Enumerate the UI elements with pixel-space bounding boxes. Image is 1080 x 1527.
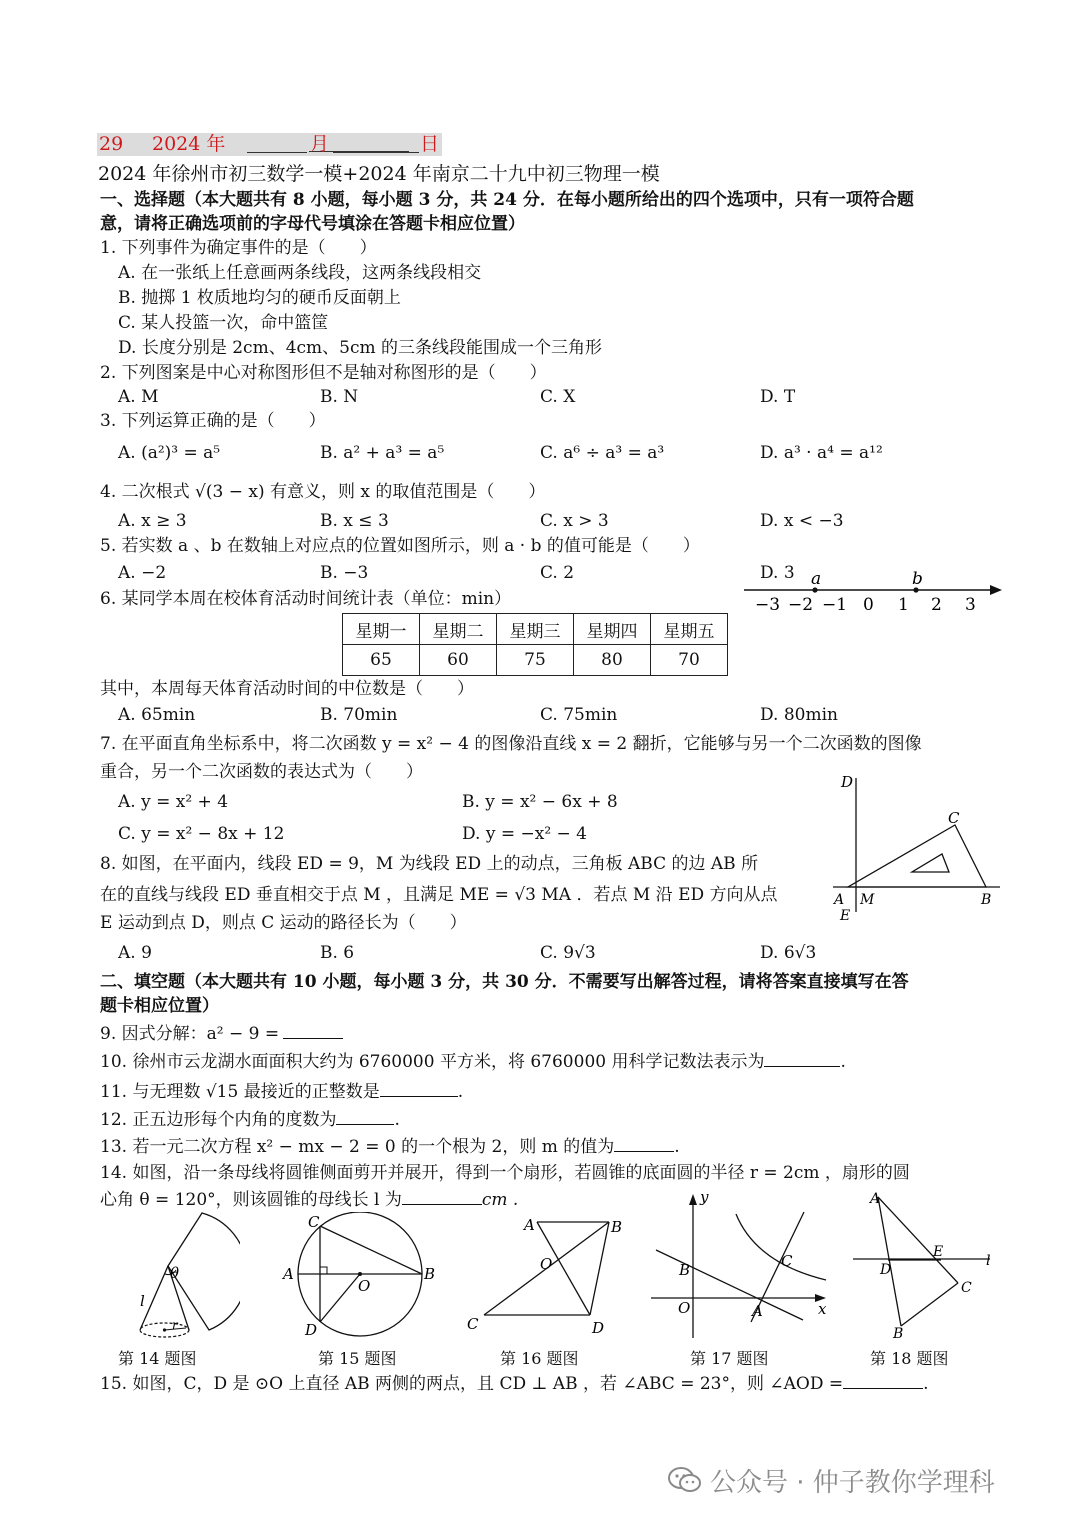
svg-text:D: D — [841, 773, 854, 791]
q3-option-c: C. a⁶ ÷ a³ = a³ — [540, 443, 665, 463]
svg-text:l: l — [140, 1292, 145, 1310]
q7-option-d: D. y = −x² − 4 — [462, 824, 588, 844]
fig16-figure — [462, 1212, 632, 1340]
q4-option-c: C. x > 3 — [540, 511, 609, 531]
header-month: 月 — [310, 133, 330, 155]
q1-option-a: A. 在一张纸上任意画两条线段，这两条线段相交 — [118, 263, 482, 283]
svg-text:3: 3 — [965, 595, 976, 615]
caption-fig14: 第 14 题图 — [118, 1349, 197, 1368]
svg-text:C: C — [961, 1280, 972, 1296]
q8-line2: 在的直线与线段 ED 垂直相交于点 M ，且满足 ME = √3 MA ．若点 M 沿 ED 方向从点 — [100, 885, 778, 905]
svg-text:D: D — [880, 1262, 892, 1278]
svg-text:C: C — [781, 1252, 793, 1270]
svg-text:O: O — [540, 1255, 553, 1273]
svg-text:l: l — [986, 1253, 991, 1269]
q7-option-b: B. y = x² − 6x + 8 — [462, 792, 618, 812]
q8-option-c: C. 9√3 — [540, 943, 596, 963]
table-header: 星期一 — [343, 614, 420, 645]
svg-text:B: B — [981, 892, 992, 908]
svg-text:A: A — [834, 892, 845, 908]
q9: 9. 因式分解：a² − 9 = — [100, 1022, 1080, 1045]
q4-option-d: D. x < −3 — [760, 511, 844, 531]
q8-line3: E 运动到点 D，则点 C 运动的路径长为（ ） — [100, 913, 467, 933]
svg-text:C: C — [948, 809, 960, 827]
date-header — [97, 133, 442, 156]
svg-text:C: C — [308, 1213, 320, 1231]
q2-stem: 2. 下列图案是中心对称图形但不是轴对称图形的是（ ） — [100, 363, 547, 383]
q11: 11. 与无理数 √15 最接近的正整数是 . — [100, 1082, 464, 1102]
wechat-icon — [668, 1466, 702, 1501]
header-number: 29 — [99, 133, 124, 155]
svg-text:−1: −1 — [822, 595, 848, 615]
caption-fig18: 第 18 题图 — [870, 1349, 949, 1368]
q8-option-a: A. 9 — [118, 943, 152, 963]
q15: 15. 如图，C，D 是 ⊙O 上直径 AB 两侧的两点，且 CD ⊥ AB ，若 ∠ABC = 23°，则 ∠AOD = . — [100, 1374, 929, 1394]
q1-option-d: D. 长度分别是 2cm、4cm、5cm 的三条线段能围成一个三角形 — [118, 338, 603, 358]
svg-text:0: 0 — [863, 595, 874, 615]
svg-text:−3: −3 — [755, 595, 781, 615]
q6-option-b: B. 70min — [320, 705, 398, 725]
svg-text:y: y — [700, 1188, 709, 1206]
q14-line1: 14. 如图，沿一条母线将圆锥侧面剪开并展开，得到一个扇形，若圆锥的底面圆的半径 r = 2cm ，扇形的圆 — [100, 1163, 910, 1183]
table-header: 星期四 — [574, 614, 651, 645]
table-header: 星期五 — [651, 614, 728, 645]
section1-line2: 意，请将正确选项前的字母代号填涂在答题卡相应位置） — [100, 214, 525, 234]
svg-text:B: B — [424, 1265, 436, 1283]
table-cell: 70 — [651, 645, 728, 676]
q6-option-c: C. 75min — [540, 705, 618, 725]
svg-text:D: D — [592, 1319, 605, 1337]
q6-option-a: A. 65min — [118, 705, 196, 725]
q4-stem: 4. 二次根式 √(3 − x) 有意义，则 x 的取值范围是（ ） — [100, 482, 546, 502]
svg-text:B: B — [893, 1326, 904, 1342]
q6-stem: 6. 某同学本周在校体育活动时间统计表（单位：min） — [100, 589, 512, 609]
svg-text:2: 2 — [931, 595, 942, 615]
svg-text:E: E — [933, 1244, 944, 1260]
q5-option-a: A. −2 — [118, 563, 167, 583]
svg-text:x: x — [818, 1300, 827, 1318]
q2-option-a: A. M — [118, 387, 159, 407]
q7-line1: 7. 在平面直角坐标系中，将二次函数 y = x² − 4 的图像沿直线 x = 2 翻折，它能够与另一个二次函数的图像 — [100, 734, 922, 754]
section2-line1: 二、填空题（本大题共有 10 小题，每小题 3 分，共 30 分．不需要写出解答过程，请将答案直接填写在答 — [100, 972, 909, 992]
svg-text:θ: θ — [170, 1264, 180, 1282]
q4-option-a: A. x ≥ 3 — [118, 511, 187, 531]
q3-option-a: A. (a²)³ = a⁵ — [118, 443, 221, 463]
table-cell: 60 — [420, 645, 497, 676]
caption-fig16: 第 16 题图 — [500, 1349, 579, 1368]
svg-text:M: M — [860, 892, 875, 908]
q4-option-b: B. x ≤ 3 — [320, 511, 389, 531]
svg-text:A: A — [283, 1265, 294, 1283]
table-cell: 75 — [497, 645, 574, 676]
svg-text:−2: −2 — [788, 595, 814, 615]
fig17-graph — [648, 1188, 833, 1344]
fig14-cone — [130, 1208, 240, 1343]
caption-fig15: 第 15 题图 — [318, 1349, 397, 1368]
caption-fig17: 第 17 题图 — [690, 1349, 769, 1368]
table-cell: 80 — [574, 645, 651, 676]
q5-option-d: D. 3 — [760, 563, 795, 583]
svg-text:A: A — [752, 1302, 763, 1320]
q7-option-c: C. y = x² − 8x + 12 — [118, 824, 285, 844]
fig15-circle — [280, 1212, 440, 1342]
header-year: 2024 年 — [152, 133, 226, 155]
svg-text:B: B — [679, 1261, 691, 1279]
q5-option-b: B. −3 — [320, 563, 369, 583]
table-cell: 65 — [343, 645, 420, 676]
q2-option-d: D. T — [760, 387, 796, 407]
q1-option-b: B. 抛掷 1 枚质地均匀的硬币反面朝上 — [118, 288, 401, 308]
svg-text:O: O — [358, 1277, 371, 1295]
q1-option-c: C. 某人投篮一次，命中篮筐 — [118, 313, 329, 333]
q12: 12. 正五边形每个内角的度数为 . — [100, 1110, 400, 1130]
svg-text:A: A — [524, 1216, 535, 1234]
svg-text:E: E — [840, 908, 851, 920]
q6-followup: 其中，本周每天体育活动时间的中位数是（ ） — [100, 679, 474, 699]
q6-option-d: D. 80min — [760, 705, 838, 725]
svg-text:1: 1 — [898, 595, 909, 615]
svg-text:D: D — [305, 1321, 318, 1339]
q5-stem: 5. 若实数 a 、b 在数轴上对应点的位置如图所示，则 a · b 的值可能是（ ） — [100, 536, 700, 556]
q8-line1: 8. 如图，在平面内，线段 ED = 9，M 为线段 ED 上的动点，三角板 ABC 的边 AB 所 — [100, 854, 759, 874]
q7-line2: 重合，另一个二次函数的表达式为（ ） — [100, 762, 423, 782]
section2-line2: 题卡相应位置） — [100, 996, 219, 1016]
q8-option-d: D. 6√3 — [760, 943, 817, 963]
svg-text:O: O — [678, 1299, 691, 1317]
svg-text:C: C — [467, 1315, 479, 1333]
fig18-figure — [848, 1188, 998, 1343]
q2-option-b: B. N — [320, 387, 359, 407]
q8-option-b: B. 6 — [320, 943, 355, 963]
point-a-label: a — [811, 569, 822, 589]
q3-option-d: D. a³ · a⁴ = a¹² — [760, 443, 883, 463]
q7-option-a: A. y = x² + 4 — [118, 792, 229, 812]
q2-option-c: C. X — [540, 387, 576, 407]
table-header: 星期二 — [420, 614, 497, 645]
svg-text:A: A — [870, 1191, 881, 1207]
svg-text:r: r — [172, 1318, 178, 1332]
page-title: 2024 年徐州市初三数学一模+2024 年南京二十九中初三物理一模 — [98, 163, 660, 185]
q3-stem: 3. 下列运算正确的是（ ） — [100, 411, 326, 431]
svg-text:B: B — [611, 1218, 623, 1236]
activity-time-table — [342, 613, 728, 676]
watermark: 公众号 · 仲子教你学理科 — [668, 1462, 995, 1501]
q1-stem: 1. 下列事件为确定事件的是（ ） — [100, 238, 377, 258]
q5-option-c: C. 2 — [540, 563, 575, 583]
q14-line2: 心角 θ = 120°，则该圆锥的母线长 l 为 cm . — [100, 1190, 519, 1210]
q10: 10. 徐州市云龙湖水面面积大约为 6760000 平方米，将 6760000 用科学记数法表示为 . — [100, 1052, 846, 1072]
q3-option-b: B. a² + a³ = a⁵ — [320, 443, 445, 463]
table-header: 星期三 — [497, 614, 574, 645]
section1-line1: 一、选择题（本大题共有 8 小题，每小题 3 分，共 24 分．在每小题所给出的四个选项中，只有一项符合题 — [100, 190, 914, 210]
point-b-label: b — [912, 569, 923, 589]
q13: 13. 若一元二次方程 x² − mx − 2 = 0 的一个根为 2，则 m 的值为 . — [100, 1137, 680, 1157]
header-day: 日 — [420, 133, 440, 155]
